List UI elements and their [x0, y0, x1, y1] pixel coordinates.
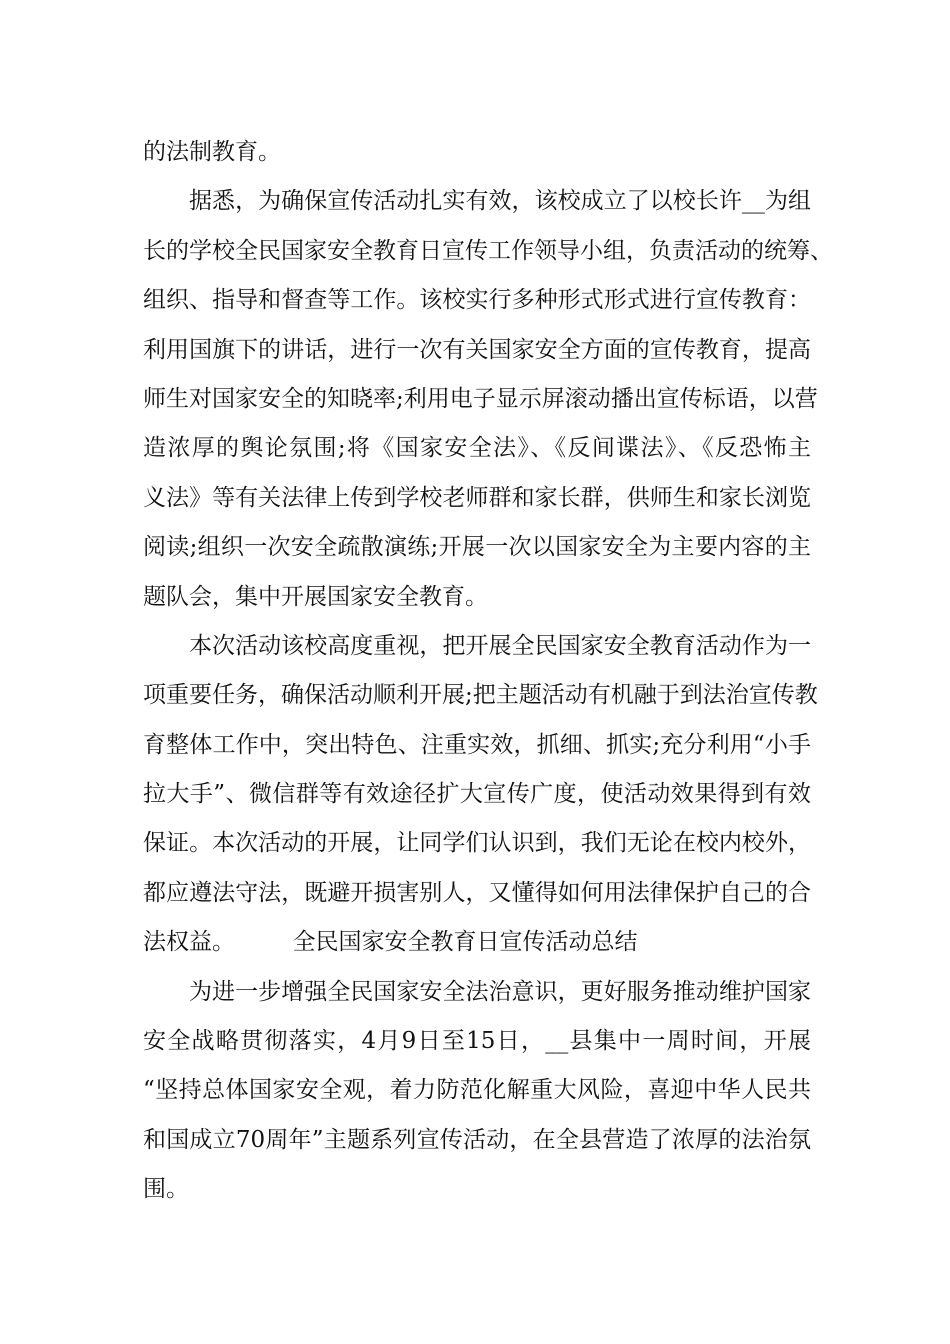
text-line: “坚持总体国家安全观，着力防范化解重大风险，喜迎中华人民共	[143, 1077, 811, 1104]
text-line: 义法》等有关法律上传到学校老师群和家长群，供师生和家长浏览	[143, 484, 811, 511]
text-line: 题队会，集中开展国家安全教育。	[143, 583, 488, 610]
text-line: 为进一步增强全民国家安全法治意识，更好服务推动维护国家	[189, 978, 811, 1005]
text-line: 长的学校全民国家安全教育日宣传工作领导小组，负责活动的统筹、	[143, 237, 833, 264]
text-line: 造浓厚的舆论氛围;将《国家安全法》、《反间谍法》、《反恐怖主	[143, 435, 811, 462]
text-line: 项重要任务，确保活动顺利开展;把主题活动有机融于到法治宣传教	[143, 682, 818, 709]
text-line: 保证。本次活动的开展，让同学们认识到，我们无论在校内校外，	[143, 830, 811, 857]
text-line: 的法制教育。	[143, 139, 281, 165]
text-line: 育整体工作中，突出特色、注重实效，抓细、抓实;充分利用“小手	[143, 731, 811, 758]
text-line: 安全战略贯彻落实，4月9日至15日，__县集中一周时间，开展	[143, 1028, 811, 1055]
text-line: 阅读;组织一次安全疏散演练;开展一次以国家安全为主要内容的主	[143, 534, 811, 561]
text-line: 本次活动该校高度重视，把开展全民国家安全教育活动作为一	[189, 632, 811, 659]
text-line: 组织、指导和督查等工作。该校实行多种形式形式进行宣传教育：	[143, 287, 811, 314]
text-line: 据悉，为确保宣传活动扎实有效，该校成立了以校长许__为组	[189, 188, 811, 215]
text-line: 和国成立70周年”主题系列宣传活动，在全县营造了浓厚的法治氛	[143, 1126, 811, 1153]
document-body	[143, 128, 833, 1215]
text-line: 利用国旗下的讲话，进行一次有关国家安全方面的宣传教育，提高	[143, 336, 811, 363]
text-line: 围。	[143, 1176, 189, 1203]
text-line: 师生对国家安全的知晓率;利用电子显示屏滚动播出宣传标语，以营	[143, 385, 818, 412]
text-line: 拉大手”、微信群等有效途径扩大宣传广度，使活动效果得到有效	[143, 781, 811, 808]
text-line: 都应遵法守法，既避开损害别人，又懂得如何用法律保护自己的合	[143, 879, 811, 906]
text-line: 法权益。 全民国家安全教育日宣传活动总结	[143, 929, 638, 956]
